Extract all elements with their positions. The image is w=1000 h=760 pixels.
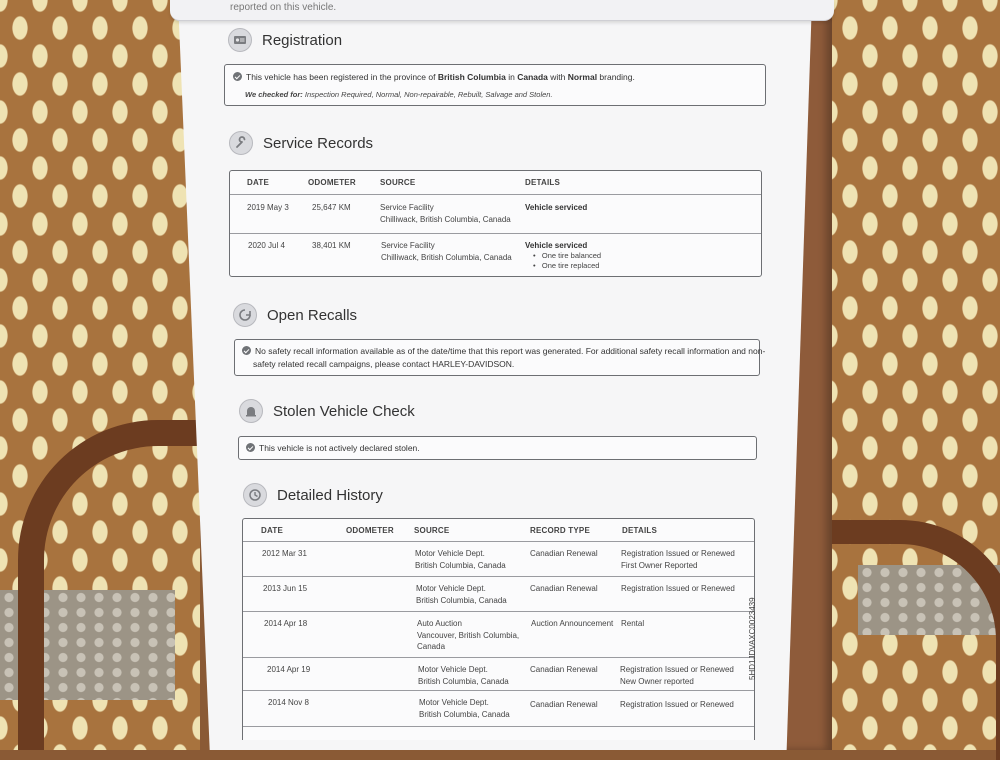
history-row-4-type: Canadian Renewal [530,665,598,674]
table-divider [243,690,754,691]
stolen-check-box [238,436,757,460]
open-recalls-header [233,303,357,327]
service-row-2-bullets: • One tire balanced • One tire replaced [533,251,602,270]
service-row-1-details: Vehicle serviced [525,203,588,212]
table-divider [243,726,754,727]
history-row-4-details: Registration Issued or Renewed New Owner reported [620,665,734,686]
service-row-2-date: 2020 Jul 4 [248,241,285,250]
history-row-5-details: Registration Issued or Renewed [620,700,734,709]
clock-icon [243,483,267,507]
check-circle-icon [242,346,251,355]
service-row-1-date: 2019 May 3 [247,203,289,212]
registration-box [224,64,766,106]
wrench-icon [229,131,253,155]
previous-page-edge [170,0,834,21]
registration-header [228,28,342,52]
history-row-5-date: 2014 Nov 8 [268,698,309,707]
stolen-check-title: Stolen Vehicle Check [273,402,415,420]
recall-icon [233,303,257,327]
check-circle-icon [233,72,242,81]
id-card-icon [228,28,252,52]
history-row-1-type: Canadian Renewal [530,549,598,558]
history-row-3-source: Auto Auction Vancouver, British Columbia, Canada [417,619,520,651]
history-row-3-type: Auction Announcement [531,619,614,628]
history-row-1-details: Registration Issued or Renewed First Owner Reported [621,549,735,570]
detailed-history-title: Detailed History [277,486,383,504]
service-col-source: SOURCE [380,178,416,187]
history-row-2-source: Motor Vehicle Dept. British Columbia, Canada [416,584,507,605]
siren-icon [239,399,263,423]
history-col-details: DETAILS [622,526,658,535]
previous-page-text: reported on this vehicle. [230,2,337,13]
registration-title: Registration [262,31,343,49]
table-divider [243,576,754,577]
registration-status-line: This vehicle has been registered in the province of British Columbia in Canada with Normal branding. [233,72,635,82]
service-row-1-source: Service Facility Chilliwack, British Columbia, Canada [380,203,511,224]
stolen-check-header [239,399,415,423]
chair-frame-right [830,520,1000,760]
service-records-title: Service Records [263,134,374,152]
open-recalls-title: Open Recalls [267,306,358,324]
service-row-2-odometer: 38,401 KM [312,241,351,250]
history-row-5-type: Canadian Renewal [530,700,598,709]
vin-number: 5HD1JDVAXC0023439 [748,597,757,680]
detailed-history-table [242,518,755,740]
history-row-2-date: 2013 Jun 15 [263,584,308,593]
history-row-4-date: 2014 Apr 19 [267,665,311,674]
history-col-odometer: ODOMETER [346,526,394,535]
table-divider [243,657,754,658]
service-row-2-details: Vehicle serviced [525,241,588,250]
open-recalls-box [234,339,766,376]
service-records-header [229,131,373,155]
table-divider [230,233,761,234]
registration-checked-line: We checked for: Inspection Required, Normal, Non-repairable, Rebuilt, Salvage and Stolen. [245,90,553,99]
open-recalls-line-2: safety related recall campaigns, please contact HARLEY-DAVIDSON. [253,359,515,369]
service-col-date: DATE [247,178,269,187]
table-divider [243,541,754,542]
stolen-check-line: This vehicle is not actively declared stolen. [246,443,420,453]
service-col-odometer: ODOMETER [308,178,356,187]
service-col-details: DETAILS [525,178,561,187]
service-row-1-odometer: 25,647 KM [312,203,351,212]
check-circle-icon [246,443,255,452]
history-row-5-source: Motor Vehicle Dept. British Columbia, Canada [419,698,510,719]
history-col-record-type: RECORD TYPE [530,526,590,535]
history-row-1-date: 2012 Mar 31 [262,549,307,558]
history-row-4-source: Motor Vehicle Dept. British Columbia, Canada [418,665,509,686]
service-records-table [229,170,762,277]
history-row-1-source: Motor Vehicle Dept. British Columbia, Canada [415,549,506,570]
history-col-date: DATE [261,526,283,535]
history-row-2-details: Registration Issued or Renewed [621,584,735,593]
table-divider [243,611,754,612]
open-recalls-line-1: No safety recall information available as of the date/time that this report was generated. For additional safety recall information and non- [242,346,765,356]
history-row-3-details: Rental [621,619,645,628]
history-row-3-date: 2014 Apr 18 [264,619,308,628]
detailed-history-header [243,483,383,507]
history-col-source: SOURCE [414,526,450,535]
history-row-2-type: Canadian Renewal [530,584,598,593]
table-divider [230,194,761,195]
service-row-2-source: Service Facility Chilliwack, British Columbia, Canada [381,241,512,262]
